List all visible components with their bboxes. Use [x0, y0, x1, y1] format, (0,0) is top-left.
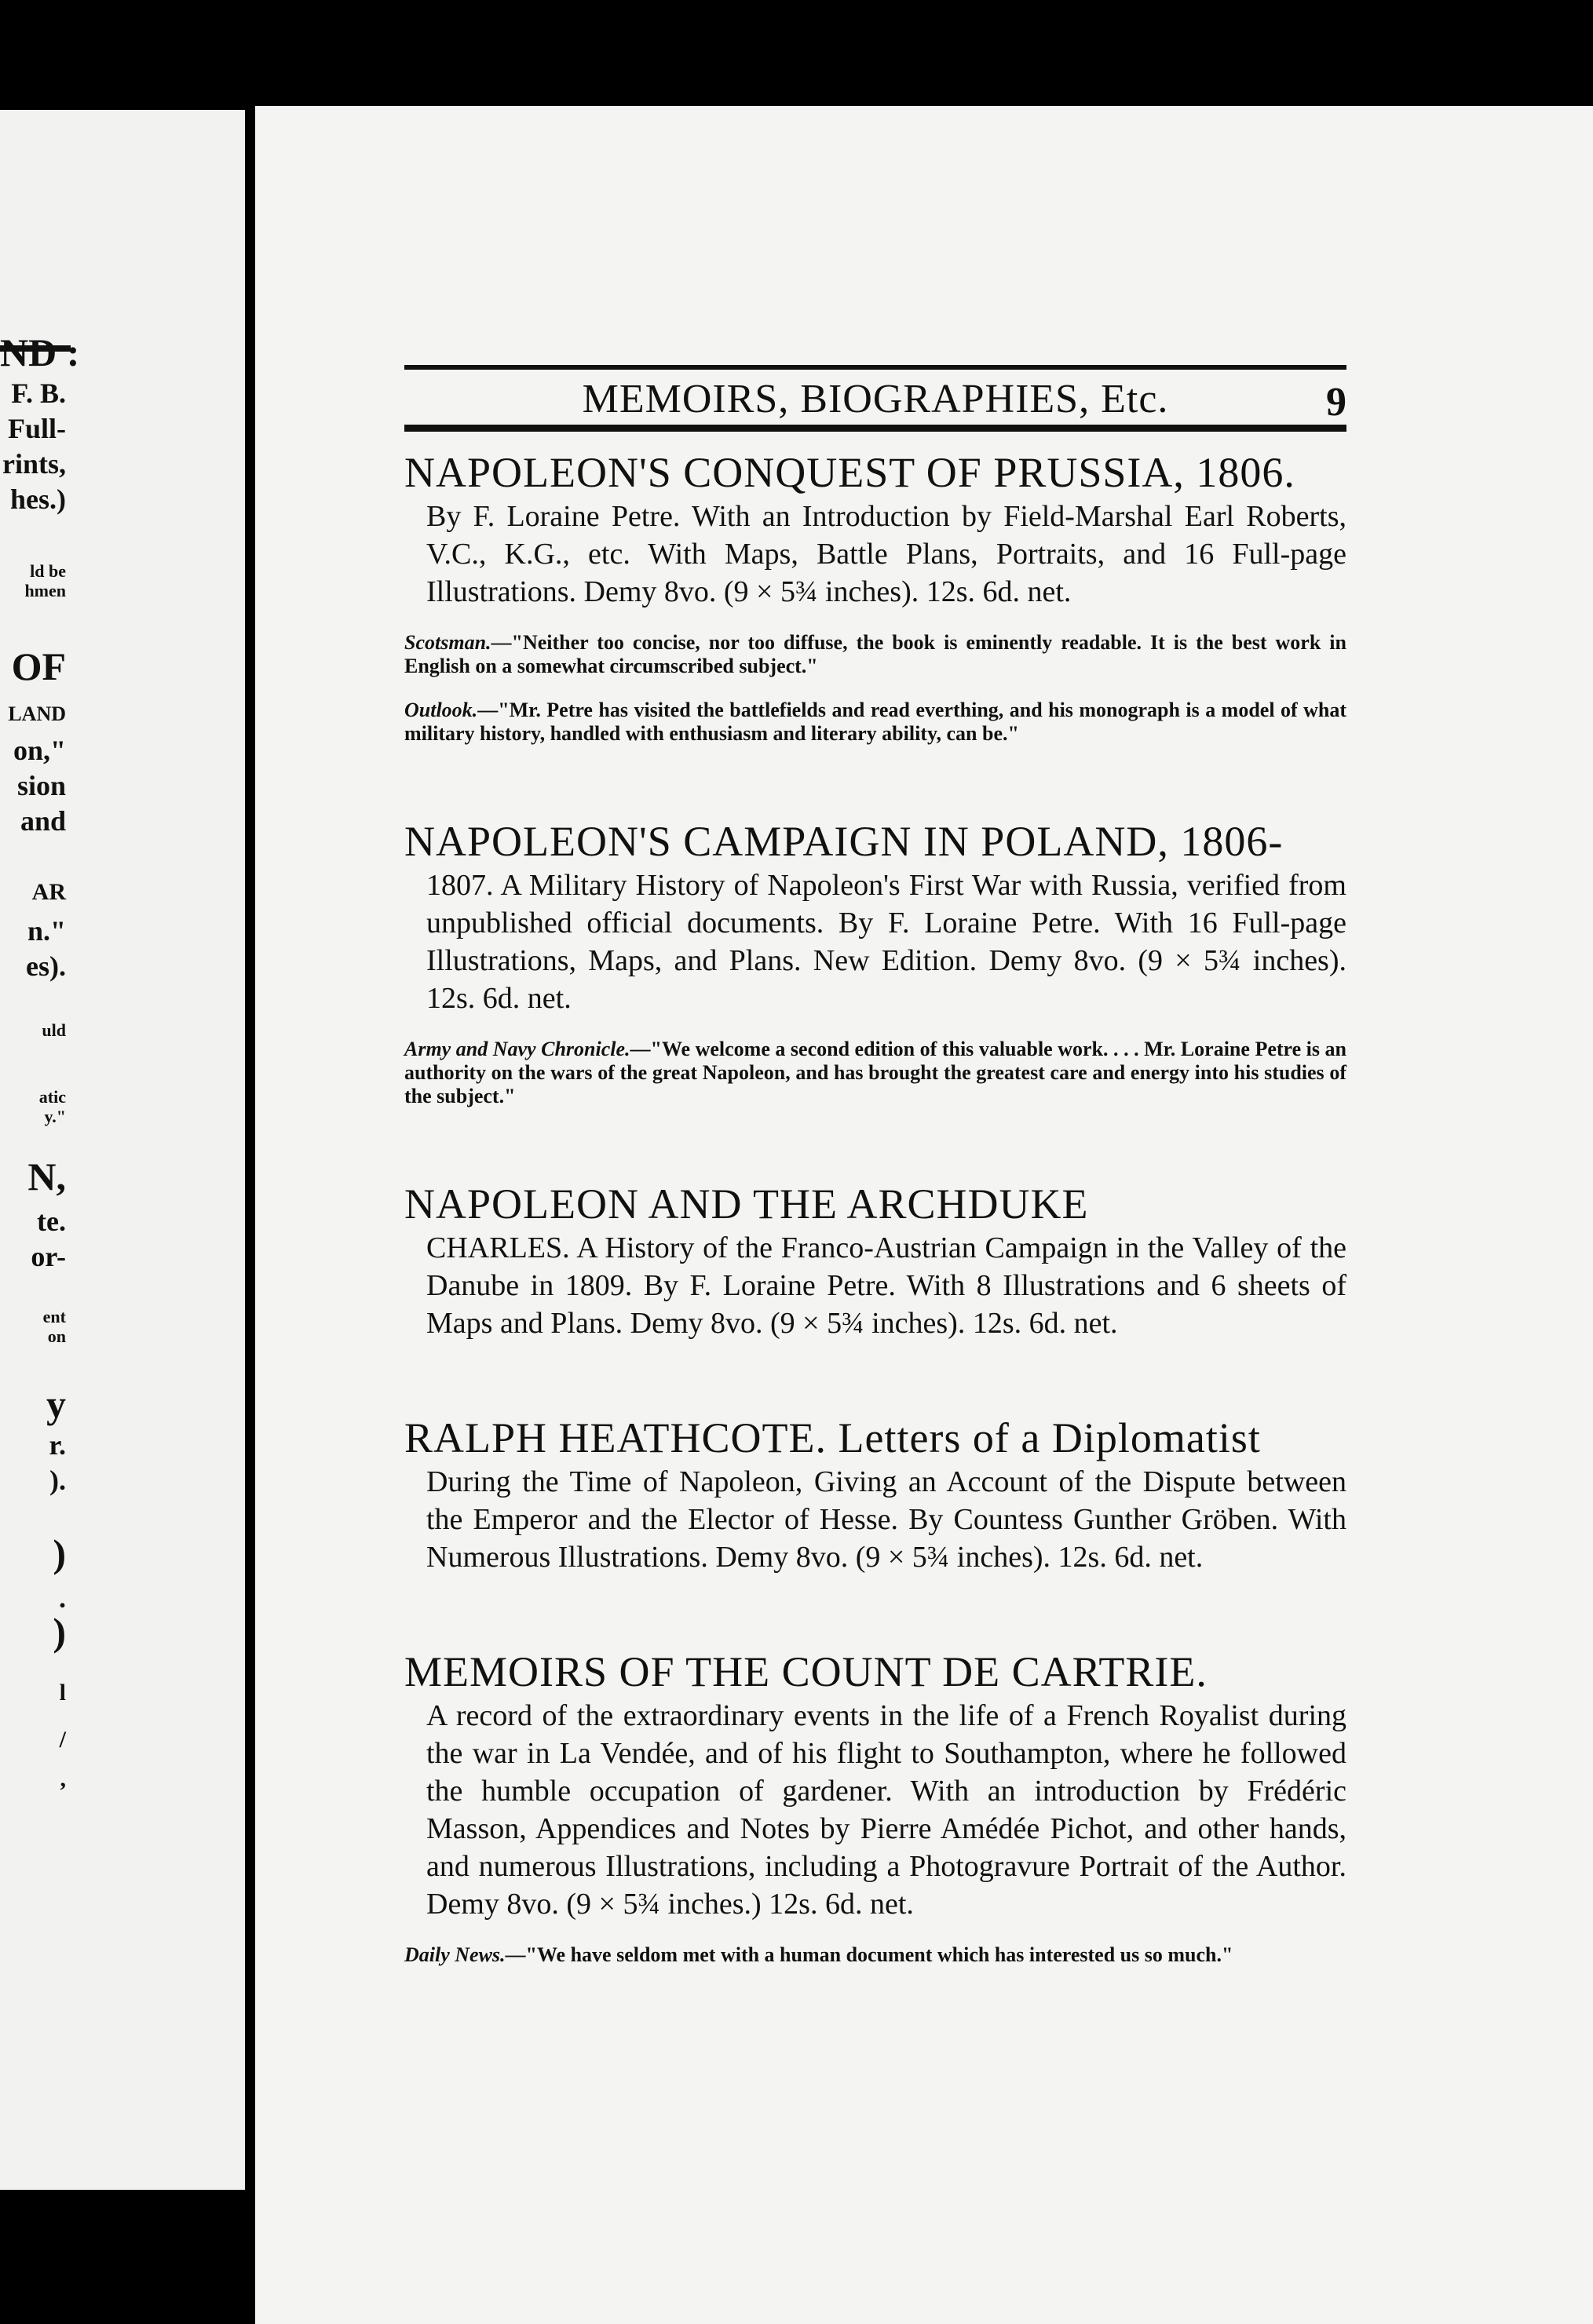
book-page [255, 106, 1593, 2324]
review-quote [404, 1943, 1346, 1967]
review-text: —"Mr. Petre has visited the battlefields and read everthing, and his monograph is a model of what military history, handled with enthusiasm and literary ability, can be." [404, 699, 1346, 745]
review-text: —"We have seldom met with a human document which has interested us so much." [505, 1943, 1233, 1966]
entry-description: By F. Loraine Petre. With an Introduction by Field-Marshal Earl Roberts, V.C., K.G., etc. With Maps, Battle Plans, Portraits, and 16 Full-page Illustrations. Demy 8vo. (9 × 5¾ inches). 12s. 6d. net. [426, 500, 1346, 608]
page-gutter [245, 106, 255, 2324]
previous-page-line: F. B. [11, 378, 66, 409]
previous-page-line: ). [49, 1465, 66, 1496]
previous-page-line: atic [38, 1087, 66, 1107]
previous-page-line: l [59, 1680, 66, 1706]
previous-page-line: rints, [2, 448, 66, 480]
previous-page-line: te. [37, 1206, 66, 1237]
previous-page-line: , [60, 1766, 66, 1792]
header-title: MEMOIRS, BIOGRAPHIES, Etc. [582, 377, 1169, 421]
previous-page-line: and [20, 805, 66, 837]
previous-page-line: . [59, 1582, 66, 1614]
previous-page-line: n." [27, 915, 66, 947]
review-source: Scotsman. [404, 631, 491, 654]
previous-page-line: es). [26, 950, 66, 982]
review-text: —"We welcome a second edition of this valuable work. . . . Mr. Loraine Petre is an authority on the wars of the great Napoleon, and has brought the greatest care and energy into his studies of the subject." [404, 1038, 1346, 1107]
catalogue-entry [404, 1647, 1346, 1967]
previous-page-line: AR [31, 879, 66, 905]
review-source: Outlook. [404, 699, 478, 721]
previous-page-line: on [47, 1326, 66, 1346]
catalogue-entry [404, 1179, 1346, 1342]
previous-page-line: r. [49, 1429, 66, 1461]
previous-page-line: on," [13, 735, 66, 766]
previous-page-line: hmen [24, 581, 66, 600]
catalogue-entries [404, 447, 1346, 1967]
catalogue-entry [404, 816, 1346, 1108]
catalogue-entry [404, 1413, 1346, 1576]
review-text: —"Neither too concise, nor too diffuse, the book is eminently readable. It is the best work in English on a somewhat circumscribed subject." [404, 631, 1346, 677]
previous-page-line: LAND [8, 702, 66, 725]
entry-description: A record of the extraordinary events in the life of a French Royalist during the war in La Vendée, and of his flight to Southampton, where he followed the humble occupation of gardener. With an introduction by Frédéric Masson, Appendices and Notes by Pierre Amédée Pichot, and other hands, and numerous Illustrations, including a Photogravure Portrait of the Author. Demy 8vo. (9 × 5¾ inches.) 12s. 6d. net. [426, 1699, 1346, 1921]
review-quote [404, 631, 1346, 678]
catalogue-entry [404, 447, 1346, 746]
previous-page-line: y." [44, 1107, 66, 1126]
entry-title: MEMOIRS OF THE COUNT DE CARTRIE. [404, 1648, 1208, 1695]
entry-title: RALPH HEATHCOTE. Letters of a Diplomatist [404, 1414, 1261, 1461]
previous-page-line: N, [27, 1155, 66, 1198]
entry-description: 1807. A Military History of Napoleon's First War with Russia, verified from unpublished official documents. By F. Loraine Petre. With 16 Full-page Illustrations, Maps, and Plans. New Edition. Demy 8vo. (9 × 5¾ inches). 12s. 6d. net. [426, 869, 1346, 1015]
previous-page-line: sion [16, 770, 66, 801]
previous-page-line: ) [53, 1610, 66, 1654]
previous-page-line: uld [42, 1020, 66, 1040]
previous-page-line: ent [42, 1307, 66, 1326]
previous-page-line: OF [11, 644, 66, 688]
previous-page-line: / [59, 1727, 66, 1753]
page-number: 9 [1326, 380, 1346, 425]
previous-page-line: or- [31, 1241, 66, 1272]
entry-title: NAPOLEON'S CONQUEST OF PRUSSIA, 1806. [404, 449, 1295, 496]
previous-page-line: hes.) [10, 483, 66, 515]
review-quote [404, 699, 1346, 746]
previous-page-fragment [0, 110, 245, 2190]
entry-description: CHARLES. A History of the Franco-Austrian Campaign in the Valley of the Danube in 1809. By F. Loraine Petre. With 8 Illustrations and 6 sheets of Maps and Plans. Demy 8vo. (9 × 5¾ inches). 12s. 6d. net. [426, 1231, 1346, 1340]
previous-page-line: ld be [30, 561, 66, 581]
previous-page-line: ND : [0, 330, 80, 374]
running-header [404, 365, 1346, 432]
review-source: Daily News. [404, 1943, 506, 1966]
entry-title: NAPOLEON'S CAMPAIGN IN POLAND, 1806- [404, 818, 1284, 865]
previous-page-line: Full- [7, 413, 66, 444]
previous-page-line: ) [53, 1531, 66, 1575]
entry-title: NAPOLEON AND THE ARCHDUKE [404, 1180, 1089, 1228]
page-content [404, 365, 1346, 1967]
review-quote [404, 1038, 1346, 1108]
entry-description: During the Time of Napoleon, Giving an Account of the Dispute between the Emperor and the Elector of Hesse. By Countess Gunther Gröben. With Numerous Illustrations. Demy 8vo. (9 × 5¾ inches). 12s. 6d. net. [426, 1465, 1346, 1574]
review-source: Army and Navy Chronicle. [404, 1038, 630, 1060]
previous-page-line: y [46, 1382, 66, 1426]
